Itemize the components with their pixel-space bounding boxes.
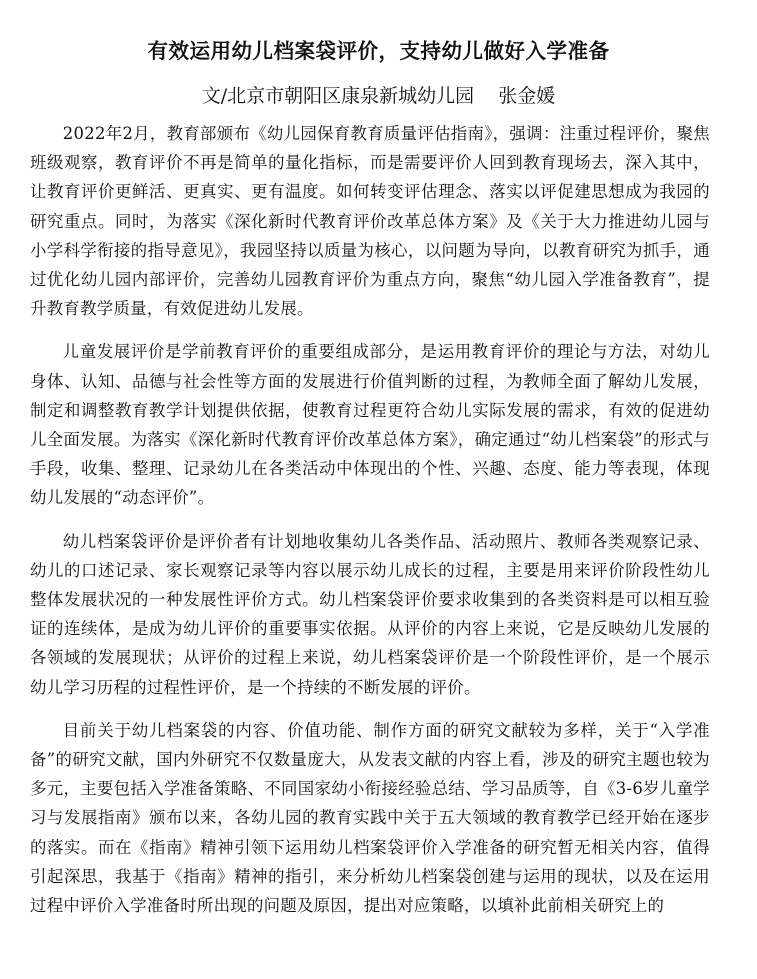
article-title: 有效运用幼儿档案袋评价，支持幼儿做好入学准备: [147, 39, 610, 63]
article-body: [30, 119, 710, 934]
body-paragraph-2: 儿童发展评价是学前教育评价的重要组成部分，是运用教育评价的理论与方法，对幼儿身体、认知、品德与社会性等方面的发展进行价值判断的过程，为教师全面了解幼儿发展，制定和调整教育教学计划提供依据，使教育过程更符合幼儿实际发展的需求，有效的促进幼儿全面发展。为落实《深化新时代教育评价改革总体方案》，确定通过“幼儿档案袋”的形式与手段，收集、整理、记录幼儿在各类活动中体现出的个性、兴趣、态度、能力等表现，体现幼儿发展的“动态评价”。: [30, 342, 710, 508]
article-byline: 文/北京市朝阳区康泉新城幼儿园 张金媛: [201, 85, 556, 107]
body-paragraph-1: 2022年2月，教育部颁布《幼儿园保育教育质量评估指南》，强调：注重过程评价，聚焦班级观察，教育评价不再是简单的量化指标，而是需要评价人回到教育现场去，深入其中，让教育评价更鲜活、更真实、更有温度。如何转变评估理念、落实以评促建思想成为我园的研究重点。同时，为落实《深化新时代教育评价改革总体方案》及《关于大力推进幼儿园与小学科学衔接的指导意见》，我园坚持以质量为核心，以问题为导向，以教育研究为抓手，通过优化幼儿园内部评价，完善幼儿园教育评价为重点方向，聚焦“幼儿园入学准备教育”，提升教育教学质量，有效促进幼儿发展。: [30, 124, 710, 319]
body-paragraph-3: 幼儿档案袋评价是评价者有计划地收集幼儿各类作品、活动照片、教师各类观察记录、幼儿的口述记录、家长观察记录等内容以展示幼儿成长的过程，主要是用来评价阶段性幼儿整体发展状况的一种发展性评价方式。幼儿档案袋评价要求收集到的各类资料是可以相互验证的连续体，是成为幼儿评价的重要事实依据。从评价的内容上来说，它是反映幼儿发展的各领域的发展现状；从评价的过程上来说，幼儿档案袋评价是一个阶段性评价，是一个展示幼儿学习历程的过程性评价，是一个持续的不断发展的评价。: [30, 531, 710, 697]
body-paragraph-4: 目前关于幼儿档案袋的内容、价值功能、制作方面的研究文献较为多样，关于“入学准备”的研究文献，国内外研究不仅数量庞大，从发表文献的内容上看，涉及的研究主题也较为多元，主要包括入学准备策略、不同国家幼小衔接经验总结、学习品质等，自《3-6岁儿童学习与发展指南》颁布以来，各幼儿园的教育实践中关于五大领域的教育教学已经开始在逐步的落实。而在《指南》精神引领下运用幼儿档案袋评价入学准备的研究暂无相关内容，值得引起深思，我基于《指南》精神的指引，来分析幼儿档案袋创建与运用的现状，以及在运用过程中评价入学准备时所出现的问题及原因，提出对应策略，以填补此前相关研究上的: [30, 720, 710, 916]
